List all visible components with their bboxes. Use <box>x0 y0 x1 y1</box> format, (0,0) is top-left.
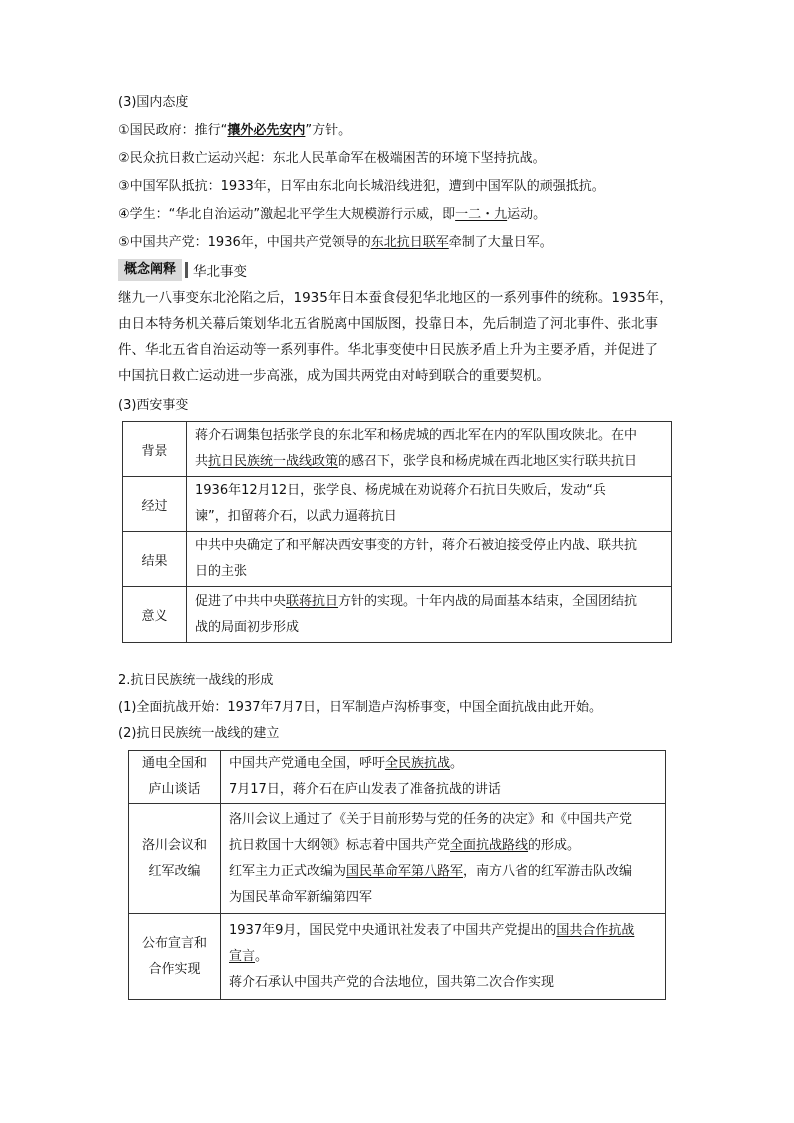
concept-separator <box>185 262 188 278</box>
table-row <box>129 914 666 1000</box>
underline-key-term: 东北抗日联军 <box>370 235 449 250</box>
table-row <box>123 587 672 643</box>
row-content: 促进了中共中央联蒋抗日方针的实现。十年内战的局面基本结束，全国团结抗 战的局面初步形成 <box>187 587 672 643</box>
domestic-item-4: ④学生：“华北自治运动”激起北平学生大规模游行示威，即一二・九运动。 <box>118 207 547 222</box>
table-row <box>123 477 672 532</box>
row-head: 意义 <box>123 587 187 643</box>
row-head: 背景 <box>123 422 187 477</box>
table-row <box>129 804 666 914</box>
domestic-item-2: ②民众抗日救亡运动兴起：东北人民革命军在极端困苦的环境下坚持抗战。 <box>118 151 546 166</box>
row-content: 中共中央确定了和平解决西安事变的方针，蒋介石被迫接受停止内战、联共抗 日的主张 <box>187 532 672 587</box>
domestic-item-5: ⑤中国共产党：1936年，中国共产党领导的东北抗日联军牵制了大量日军。 <box>118 235 553 250</box>
united-item-1: (1)全面抗战开始：1937年7月7日，日军制造卢沟桥事变，中国全面抗战由此开始。 <box>118 700 603 715</box>
row-head: 经过 <box>123 477 187 532</box>
row-content: 中国共产党通电全国，呼吁全民族抗战。 7月17日，蒋介石在庐山发表了准备抗战的讲话 <box>221 751 666 804</box>
table-row <box>129 751 666 804</box>
domestic-item-3: ③中国军队抵抗：1933年，日军由东北向长城沿线进犯，遭到中国军队的顽强抵抗。 <box>118 179 605 194</box>
table-row <box>123 422 672 477</box>
row-content: 1937年9月，国民党中央通讯社发表了中国共产党提出的国共合作抗战 宣言。 蒋介石承认中国共产党的合法地位，国共第二次合作实现 <box>221 914 666 1000</box>
concept-line: 由日本特务机关幕后策划华北五省脱离中国版图，投靠日本，先后制造了河北事件、张北事 <box>118 316 658 332</box>
row-head: 结果 <box>123 532 187 587</box>
row-head: 洛川会议和 红军改编 <box>129 804 221 914</box>
concept-tag: 概念阐释 <box>118 259 182 281</box>
concept-line: 继九一八事变东北沦陷之后，1935年日本蚕食侵犯华北地区的一系列事件的统称。1935年， <box>118 290 673 306</box>
concept-header <box>118 259 247 281</box>
united-table <box>128 750 666 1000</box>
united-heading: 2.抗日民族统一战线的形成 <box>118 673 274 688</box>
domestic-item-1: ①国民政府：推行“攘外必先安内”方针。 <box>118 123 352 138</box>
concept-title: 华北事变 <box>193 264 248 280</box>
concept-line: 件、华北五省自治运动等一系列事件。华北事变使中日民族矛盾上升为主要矛盾，并促进了 <box>118 342 658 358</box>
concept-paragraph <box>118 285 680 389</box>
row-content: 1936年12月12日，张学良、杨虎城在劝说蒋介石抗日失败后，发动“兵 谏”，扣留蒋介石，以武力逼蒋抗日 <box>187 477 672 532</box>
xian-heading: (3)西安事变 <box>118 398 189 413</box>
xian-table <box>122 421 672 643</box>
underline-key-term: 一二・九 <box>455 207 508 222</box>
row-content: 蒋介石调集包括张学良的东北军和杨虎城的西北军在内的军队围攻陕北。在中 共抗日民族统一战线政策的感召下，张学良和杨虎城在西北地区实行联共抗日 <box>187 422 672 477</box>
underline-key-term: 攘外必先安内 <box>227 123 306 138</box>
domestic-heading: (3)国内态度 <box>118 95 189 110</box>
row-head: 公布宣言和 合作实现 <box>129 914 221 1000</box>
table-row <box>123 532 672 587</box>
united-item-2: (2)抗日民族统一战线的建立 <box>118 726 280 741</box>
concept-line: 中国抗日救亡运动进一步高涨，成为国共两党由对峙到联合的重要契机。 <box>118 368 550 384</box>
row-content: 洛川会议上通过了《关于目前形势与党的任务的决定》和《中国共产党 抗日救国十大纲领》标志着中国共产党全面抗战路线的形成。 红军主力正式改编为国民革命军第八路军，南方八省的红军游击队改编 为国民革命军新编第四军 <box>221 804 666 914</box>
row-head: 通电全国和 庐山谈话 <box>129 751 221 804</box>
